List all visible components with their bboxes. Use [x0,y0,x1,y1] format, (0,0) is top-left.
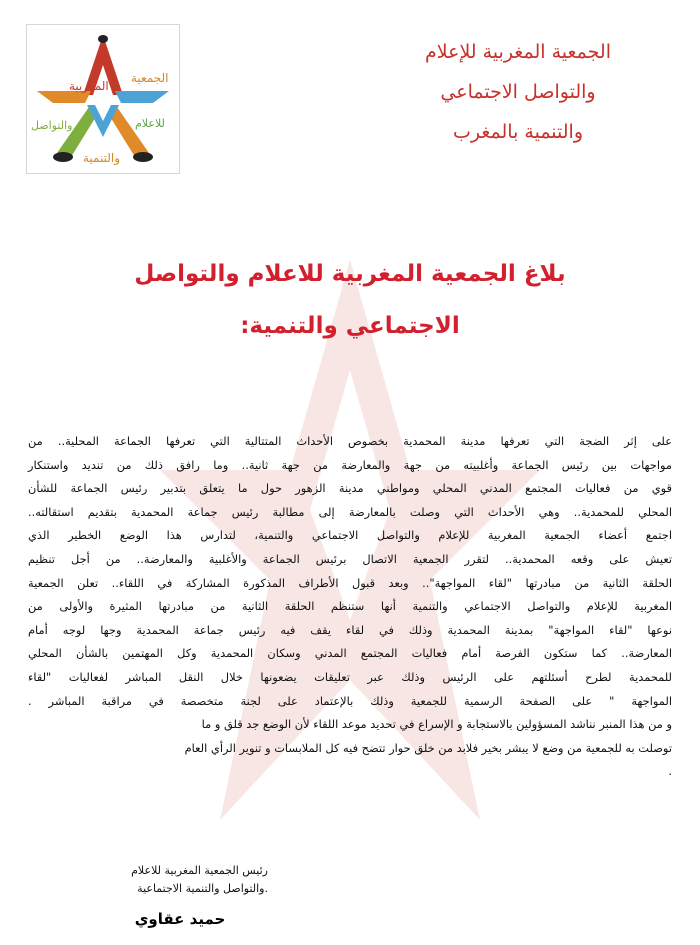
org-name-line: والتواصل الاجتماعي [440,81,596,103]
logo-text-development: والتنمية [83,151,121,165]
communique-body [28,430,672,784]
communique-title [60,248,640,352]
body-text-line: المحلي للمحمدية.. وهي الأحداث التي وصلت بالمعارضة إلى مطالبة رئيس جماعة المحمدية بتقديم استقالته.. [28,504,672,519]
body-text-line: الحلقة الثانية من مبادرتها "لقاء المواجهة".. وبعد قبول الأطراف المذكورة المشاركة في اللقاء.. تعلن الجمعية [28,575,672,590]
logo-text-media: للاعلام [135,117,165,130]
logo-text-communication: والتواصل [31,119,73,132]
signatory-name: حميد عقاوي [134,910,226,928]
body-text-line: المعارضة.. كما ستكون الفرصة أمام فعاليات المجتمع المدني وسكان المحمدية وكل المهتمين بالشأن المحلي [28,646,672,661]
body-text-line: اجتمع أعضاء الجمعية المغربية للإعلام والتواصل الاجتماعي والتنمية، لتدارس هذا الوضع الخطير الذي [28,528,672,543]
logo-text-association: الجمعية [131,71,169,85]
title-line: بلاغ الجمعية المغربية للاعلام والتواصل [134,261,566,287]
body-text-line: و من هذا المنبر نناشد المسؤولين بالاستجابة و الإسراع في تحديد موعد اللقاء لأن الوضع جد قلق و ما [201,717,672,732]
association-logo [26,24,180,174]
org-name-line: والتنمية بالمغرب [452,121,584,143]
body-text-line: نوعها "لقاء المواجهة" بمدينة المحمدية وذلك في لقاء يقف فيه رئيس جماعة المحمدية وجها لوجه أمام [28,622,672,637]
organization-name [388,32,648,152]
body-text-line: تعيش على وقعه المحمدية.. لتقرر الجمعية الاتصال برئيس الجماعة والأغلبية والمعارضة.. من أجل تنظيم [28,551,672,566]
body-text-line: . [668,764,672,779]
logo-text-moroccan: المغربية [69,79,109,93]
signature-title-line: .والتواصل والتنمية الاجتماعية [137,882,268,895]
signature-title-line: رئيس الجمعية المغربية للاعلام [131,864,268,877]
org-name-line: الجمعية المغربية للإعلام [425,41,611,63]
body-text-line: للمحمدية لطرح أسئلتهم على الرئيس وذلك عبر تعليقات يضعونها خلال النقل المباشر لفعاليات "لقاء [28,669,672,684]
title-line: الاجتماعي والتنمية: [240,313,460,339]
body-text-line: على إثر الضجة التي تعرفها مدينة المحمدية بخصوص الأحداث المتتالية التي تعرفها الجماعة المحلية.. من [28,434,672,448]
body-text-line: توصلت به للجمعية من وضع لا يبشر بخير فلابد من خلق حوار تتضح فيه كل الملابسات و تنوير الرأي العام [184,740,672,755]
body-text-line: المواجهة " على الصفحة الرسمية للجمعية وذلك بالإعتماد على لجنة متخصصة في مراقبة المباشر . [28,693,672,708]
body-text-line: مواجهات بين رئيس الجماعة وأغلبيته من جهة والمعارضة من جهة ثانية.. وما رافق ذلك من تنديد واستنكار [28,457,672,472]
signature-block [78,862,268,898]
body-text-line: المغربية للإعلام والتواصل الاجتماعي والتنمية أنها ستنظم الحلقة الثانية من مبادرتها المثيرة والأولى من [28,599,672,614]
body-text-line: قوي من فعاليات المجتمع المدني المحلي ومواطني مدينة الزهور حول ما يتعلق بتدبير رئيس الجماعة للشأن [28,481,672,496]
